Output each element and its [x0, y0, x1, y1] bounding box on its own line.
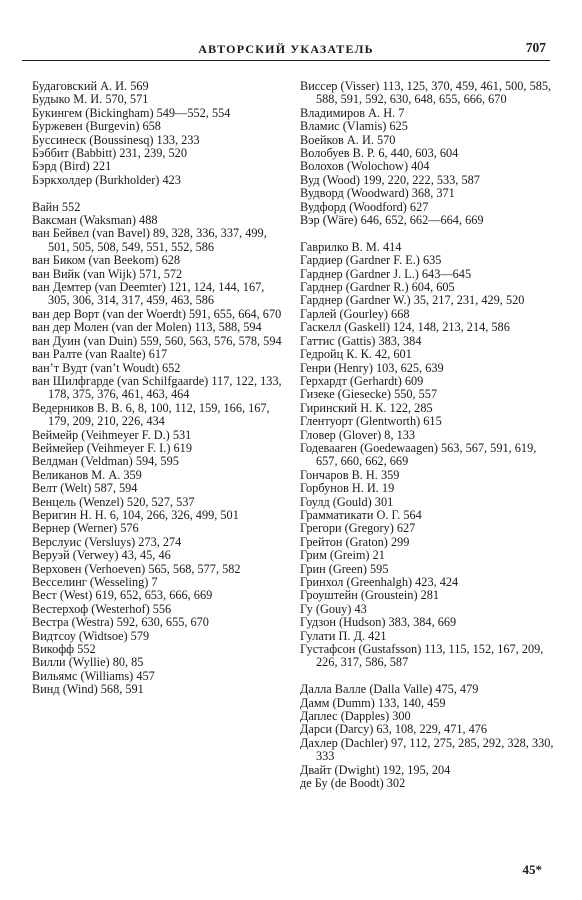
index-entry: Викофф 552 [32, 642, 96, 657]
index-entry: ван’т Вудт (van’t Woudt) 652 [32, 360, 181, 375]
index-entry: Гарднер (Gardner R.) 604, 605 [300, 280, 455, 295]
index-entry: Дарси (Darcy) 63, 108, 229, 471, 476 [300, 722, 488, 737]
running-title: АВТОРСКИЙ УКАЗАТЕЛЬ [198, 42, 374, 56]
index-entry: Гизеке (Giesecke) 550, 557 [300, 387, 438, 402]
index-entry: Волохов (Wolochow) 404 [300, 159, 430, 174]
index-entry: Веруэй (Verwey) 43, 45, 46 [32, 548, 171, 563]
index-entry: Веймейр (Veihmeyer F. D.) 531 [32, 427, 192, 442]
index-entry: Грамматикати О. Г. 564 [300, 507, 422, 522]
index-entry: Весселинг (Wesseling) 7 [32, 575, 158, 590]
index-entry: Вуд (Wood) 199, 220, 222, 533, 587 [300, 172, 480, 187]
index-entry: Гоулд (Gould) 301 [300, 494, 394, 509]
index-entry: Венцель (Wenzel) 520, 527, 537 [32, 494, 195, 509]
index-entry: ван Бейвел (van Bavel) 89, 328, 336, 337, 499, 501, 505, 508, 549, 551, 552, 586 [32, 226, 267, 254]
index-entry: Вламис (Vlamis) 625 [300, 119, 408, 134]
index-entry: ван Вийк (van Wijk) 571, 572 [32, 266, 183, 281]
index-entry: Генри (Henry) 103, 625, 639 [300, 360, 444, 375]
index-column-left [32, 80, 287, 697]
index-entry: Вудфорд (Woodford) 627 [300, 199, 429, 214]
index-entry: Вэр (Wäre) 646, 652, 662—664, 669 [300, 213, 484, 228]
section-gap [32, 187, 287, 200]
index-entry: Гончаров В. Н. 359 [300, 467, 400, 482]
index-entry: Веригин Н. Н. 6, 104, 266, 326, 499, 501 [32, 507, 239, 522]
index-entry: Гудзон (Hudson) 383, 384, 669 [300, 615, 457, 630]
index-entry: Букингем (Bickingham) 549—552, 554 [32, 105, 231, 120]
index-entry: Будаговский А. И. 569 [32, 79, 149, 93]
index-entry: Видтсоу (Widtsoe) 579 [32, 628, 150, 643]
index-entry: Гарлей (Gourley) 668 [300, 306, 410, 321]
index-entry: Гулати П. Д. 421 [300, 628, 387, 643]
section-gap [300, 670, 555, 683]
index-entry: Дамм (Dumm) 133, 140, 459 [300, 695, 446, 710]
index-entry: Гаттис (Gattis) 383, 384 [300, 333, 422, 348]
index-entry: Буржевен (Burgevin) 658 [32, 119, 161, 134]
index-entry: Гедройц К. К. 42, 601 [300, 347, 412, 362]
index-entry: Гроуштейн (Groustein) 281 [300, 588, 440, 603]
index-entry: Гу (Gouy) 43 [300, 601, 367, 616]
index-entry: Гардиер (Gardner F. E.) 635 [300, 253, 442, 268]
index-entry: Дахлер (Dachler) 97, 112, 275, 285, 292, 328, 330, 333 [300, 735, 554, 764]
index-entry: де Бу (de Boodt) 302 [300, 776, 406, 791]
index-entry: Велт (Welt) 587, 594 [32, 481, 138, 496]
index-entry: Ведерников В. В. 6, 8, 100, 112, 159, 166, 167, 179, 209, 210, 226, 434 [32, 400, 270, 429]
page-header [22, 40, 550, 61]
index-entry: Вайн 552 [32, 199, 81, 214]
index-entry: Вестерхоф (Westerhof) 556 [32, 601, 172, 616]
index-entry: Густафсон (Gustafsson) 113, 115, 152, 167, 209, 226, 317, 586, 587 [300, 642, 544, 670]
index-entry: ван дер Молен (van der Molen) 113, 588, 594 [32, 320, 262, 335]
index-entry: Вернер (Werner) 576 [32, 521, 139, 536]
index-entry: Вилли (Wyllie) 80, 85 [32, 655, 144, 670]
index-entry: Воейков А. И. 570 [300, 132, 396, 147]
index-entry: Владимиров А. Н. 7 [300, 105, 405, 120]
index-entry: Вестра (Westra) 592, 630, 655, 670 [32, 615, 209, 630]
index-entry: Винд (Wind) 568, 591 [32, 682, 144, 697]
index-entry: Вудворд (Woodward) 368, 371 [300, 186, 455, 201]
page-number: 707 [525, 40, 546, 55]
index-entry: ван Шилфгарде (van Schilfgaarde) 117, 122, 133, 178, 375, 376, 461, 463, 464 [32, 373, 282, 402]
index-entry: Гиринский Н. К. 122, 285 [300, 400, 433, 415]
index-entry: Двайт (Dwight) 192, 195, 204 [300, 762, 451, 777]
index-entry: ван Дуин (van Duin) 559, 560, 563, 576, 578, 594 [32, 333, 282, 348]
index-entry: Грегори (Gregory) 627 [300, 521, 416, 536]
index-entry: Гринхол (Greenhalgh) 423, 424 [300, 575, 459, 590]
index-entry: Далла Валле (Dalla Valle) 475, 479 [300, 682, 479, 697]
index-entry: Велдман (Veldman) 594, 595 [32, 454, 179, 469]
index-entry: Гаврилко В. М. 414 [300, 239, 402, 254]
index-entry: Бэркхолдер (Burkholder) 423 [32, 172, 181, 187]
index-entry: Грим (Greim) 21 [300, 548, 385, 563]
index-entry: Вильямс (Williams) 457 [32, 668, 155, 683]
index-entry: Будыко М. И. 570, 571 [32, 92, 149, 107]
index-entry: Великанов М. А. 359 [32, 467, 142, 482]
index-entry: Виссер (Visser) 113, 125, 370, 459, 461, 500, 585, 588, 591, 592, 630, 648, 655, 666, 670 [300, 79, 552, 107]
signature-mark: 45* [522, 862, 542, 877]
index-entry: Годевааген (Goedewaagen) 563, 567, 591, 619, 657, 660, 662, 669 [300, 440, 537, 469]
index-entry: ван Демтер (van Deemter) 121, 124, 144, 167, 305, 306, 314, 317, 459, 463, 586 [32, 280, 265, 308]
index-entry: Верховен (Verhoeven) 565, 568, 577, 582 [32, 561, 241, 576]
index-entry: Ваксман (Waksman) 488 [32, 213, 158, 228]
index-entry: Вест (West) 619, 652, 653, 666, 669 [32, 588, 213, 603]
index-entry: Бэббит (Babbitt) 231, 239, 520 [32, 146, 187, 161]
section-gap [300, 227, 555, 240]
index-entry: Веймейер (Veihmeyer F. I.) 619 [32, 440, 192, 455]
index-entry: ван Биком (van Beekom) 628 [32, 253, 181, 268]
index-entry: Верслуис (Versluys) 273, 274 [32, 534, 182, 549]
index-column-right [300, 80, 555, 791]
index-entry: ван Ралте (van Raalte) 617 [32, 347, 168, 362]
index-entry: Горбунов Н. И. 19 [300, 481, 395, 496]
index-entry: Буссинеск (Boussinesq) 133, 233 [32, 132, 200, 147]
index-entry: Гарднер (Gardner J. L.) 643—645 [300, 266, 472, 281]
index-entry: Грейтон (Graton) 299 [300, 534, 410, 549]
index-entry: Гаскелл (Gaskell) 124, 148, 213, 214, 586 [300, 320, 510, 335]
index-entry: Грин (Green) 595 [300, 561, 389, 576]
index-entry: Гарднер (Gardner W.) 35, 217, 231, 429, 520 [300, 293, 525, 308]
index-entry: ван дер Ворт (van der Woerdt) 591, 655, 664, 670 [32, 306, 282, 321]
index-entry: Гловер (Glover) 8, 133 [300, 427, 416, 442]
index-entry: Герхардт (Gerhardt) 609 [300, 373, 424, 388]
index-entry: Глентуорт (Glentworth) 615 [300, 414, 442, 429]
index-entry: Бэрд (Bird) 221 [32, 159, 112, 174]
index-entry: Даплес (Dapples) 300 [300, 709, 411, 724]
index-entry: Волобуев В. Р. 6, 440, 603, 604 [300, 146, 459, 161]
